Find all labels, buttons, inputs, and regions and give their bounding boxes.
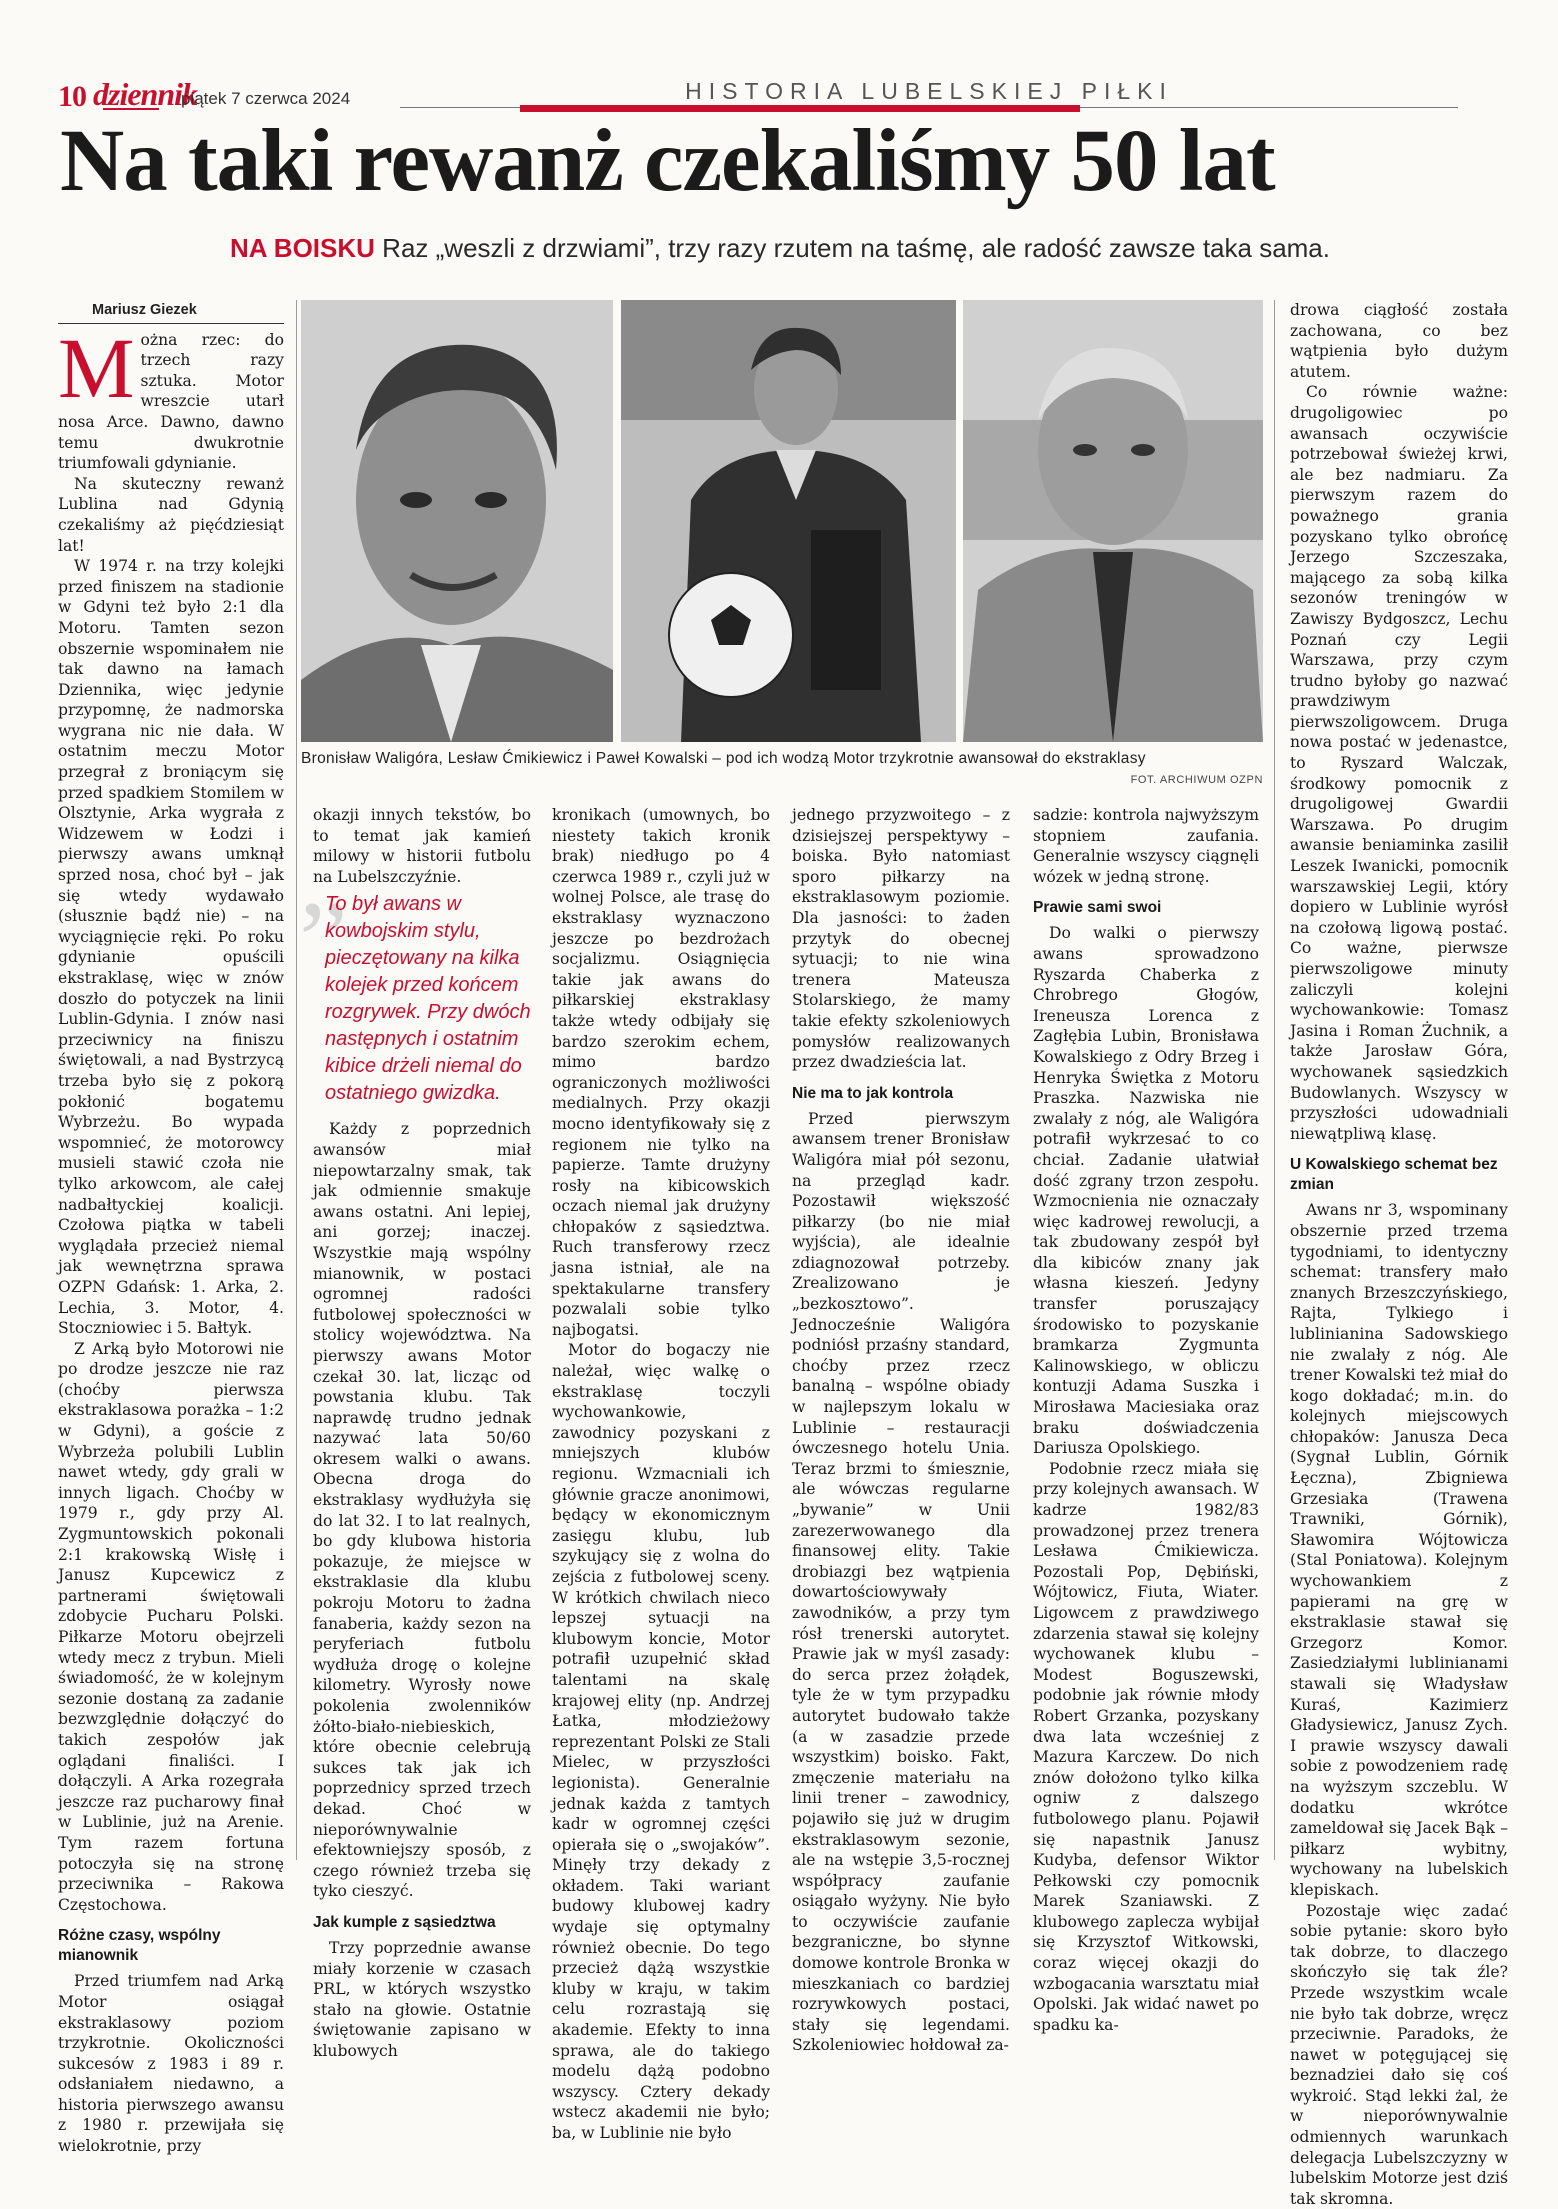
headline: Na taki rewanż czekaliśmy 50 lat bbox=[60, 112, 1275, 210]
page-number: 10 bbox=[58, 80, 86, 113]
column-rule bbox=[296, 300, 297, 1860]
section-name: HISTORIA LUBELSKIEJ PIŁKI bbox=[685, 78, 1173, 104]
column-2 bbox=[299, 805, 531, 2060]
paragraph: okazji innych tekstów, bo to temat jak kamień milowy w historii futbolu na Lubelszczyźnie. bbox=[313, 806, 531, 886]
paragraph: Podobnie rzecz miała się przy kolejnych awansach. W kadrze 1982/83 prowadzonej przez trenera Lesława Ćmikiewicza. Pozostali Pop, Dębiński, Wójtowicz, Fiuta, Wiater. Ligowcem z prawdziwego zdarzenia stawał się kolejny wychowanek klubu – Modest Boguszewski, podobnie jak równie młody Robert Grzanka, pozyskany dwa lata wcześniej z Mazura Karczew. Do nich znów dołożono tylko kilka ogniw z dalszego futbolowego planu. Pojawił się napastnik Janusz Kudyba, defensor Wiktor Pełkowski czy pomocnik Marek Szaniawski. Z klubowego zaplecza wybijał się Krzysztof Witkowski, coraz więcej okazji do wzbogacania warsztatu miał Opolski. Jak widać nawet po spadku ka- bbox=[1033, 1459, 1259, 2034]
subhead: Jak kumple z sąsiedztwa bbox=[313, 1913, 496, 1931]
portrait-3-image bbox=[963, 300, 1263, 742]
paragraph: Przed pierwszym awansem trener Bronisław Waligóra miał pół sezonu, na przegląd kadr. Pozostawił większość piłkarzy (bo nie miał wyjścia), ale idealnie zdiagnozował potrzeby. Zrealizowano je „bezkosztowo”. Jednocześnie Waligóra podniósł przaśny standard, choćby przez rzecz banalną – wspólne obiady w najlepszym lokalu w Lublinie – restauracji ówczesnego hotelu Unia. Teraz brzmi to śmiesznie, ale wówczas regularne „bywanie” w Unii zarezerwowanego dla finansowej elity. Takie drobiazgi bez wątpienia dowartościowywały zawodników, a przy tym rósł trenerski autorytet. Prawie jak w myśl zasady: do serca przez żołądek, tyle że w tym przypadku autorytet budowało także (a w zasadzie przede wszystkim) boisko. Fakt, zmęczenie materiału na linii trener – zawodnicy, pojawiło się już w drugim ekstraklasowym sezonie, ale na wstępie 3,5-rocznej współpracy zaufanie osiągało wyżyny. Nie było to oczywiście zaufanie bezgraniczne, bo słynne domowe kontrole Bronka w mieszkaniach co bardziej rozrywkowych postaci, stały się legendami. Szkoleniowiec hołdował za- bbox=[792, 1109, 1010, 2055]
portrait-2-image bbox=[621, 300, 956, 742]
column-4 bbox=[792, 805, 1010, 2055]
brand-logo: dziennik bbox=[93, 76, 198, 112]
column-3 bbox=[552, 805, 770, 2142]
paragraph: kronikach (umownych, bo niestety takich kronik brak) niedługo po 4 czerwca 1989 r., czyli już w wolnej Polsce, ale trasę do ekstraklasy wyznaczono jeszcze po bezdrożach socjalizmu. Osiągnięcia takie jak awans do piłkarskiej ekstraklasy także wtedy odbijały się bardzo szerokim echem, mimo bardzo ograniczonych możliwości medialnych. Przy okazji mocno identyfikowały się z regionem nie tylko na papierze. Tamte drużyny rosły na kibicowskich oczach niemal jak drużyny chłopaków z sąsiedztwa. Ruch transferowy rzecz jasna istniał, ale na spektakularne transfery pozwalali sobie tylko najbogatsi. bbox=[552, 806, 770, 1339]
paragraph: Na skuteczny rewanż Lublina nad Gdynią czekaliśmy aż pięćdziesiąt lat! bbox=[58, 474, 284, 555]
column-6 bbox=[1290, 300, 1508, 2208]
pull-quote bbox=[299, 879, 531, 1107]
photo-portrait-2 bbox=[621, 300, 956, 742]
paragraph: Do walki o pierwszy awans sprowadzono Ryszarda Chaberka z Chrobrego Głogów, Ireneusza Lorenca z Zagłębia Lubin, Bronisława Kowalskiego z Odry Brzeg i Henryka Świętka z Motoru Praszka. Nazwiska nie zwalały z nóg, ale Waligóra potrafił wykrzesać to co chciał. Zadanie ułatwiał dość zgrany trzon zespołu. Wzmocnienia nie oznaczały więc kadrowej rewolucji, a tak zbudowany zespół był dla kibiców znany jak własna kieszeń. Jedyny transfer poruszający środowisko to pozyskanie bramkarza Zygmunta Kalinowskiego, w obliczu kontuzji Adama Suszka i Mirosława Maciesiaka oraz braku doświadczenia Dariusza Opolskiego. bbox=[1033, 924, 1259, 1458]
photo-portrait-3 bbox=[963, 300, 1263, 742]
issue-date: piątek 7 czerwca 2024 bbox=[181, 89, 351, 108]
section-accent-bar bbox=[520, 105, 1080, 112]
kicker: NA BOISKU bbox=[230, 233, 375, 263]
column-5 bbox=[1033, 805, 1259, 2034]
paragraph: Trzy poprzednie awanse miały korzenie w czasach PRL, w których wszystko stało na głowie. Ostatnie świętowanie zapisano w klubowych bbox=[313, 1938, 531, 2060]
column-rule bbox=[1274, 300, 1275, 1860]
deck bbox=[60, 233, 1500, 264]
byline: Mariusz Giezek bbox=[58, 300, 284, 324]
drop-cap: M bbox=[58, 319, 135, 416]
photo-caption: Bronisław Waligóra, Lesław Ćmikiewicz i Paweł Kowalski – pod ich wodzą Motor trzykrotnie awansował do ekstraklasy bbox=[301, 750, 1146, 767]
paragraph: Pozostaje więc zadać sobie pytanie: skoro było tak dobrze, to dlaczego skończyło się tak źle? Przede wszystkim wcale nie było tak dobrze, wręcz przeciwnie. Paradoks, że nawet w potęgującej się beznadziei dało się coś wykroić. Stąd lekki żal, że w nieporównywalnie odmiennych warunkach delegacja Lubelszczyzny w lubelskim Motorze jest dziś tak skromna. bbox=[1290, 1901, 1508, 2208]
photo-credit: FOT. ARCHIWUM OZPN bbox=[1130, 774, 1263, 786]
paragraph: W 1974 r. na trzy kolejki przed finiszem na stadionie w Gdyni też było 2:1 dla Motoru. Tamten sezon obszernie wspominałem nie tak dawno na łamach Dziennika, więc jedynie przypomnę, że nadmorska wygrana nic nie dała. W ostatnim meczu Motor przegrał z broniącym się przed spadkiem Stomilem w Olsztynie, Arka wygrała z Widzewem w Łodzi i pierwszy awans umknął sprzed nosa, choć był – jak się wtedy wydawało (słusznie bądź nie) – na wyciągnięcie ręki. Po roku gdynianie opuścili ekstraklasę, więc w znów doszło do potyczek na linii Lublin-Gdynia. I znów nasi przeciwnicy na finiszu świętowali, a nad Bystrzycą trzeba było się z pokorą pokłonić bogatemu Wybrzeżu. Bo wypada wspomnieć, że motorowcy musieli stawić czoła nie tylko arkowcom, ale całej nadbałtyckiej koalicji. Czołowa piątka w tabeli wyglądała przecież niemal jak wewnętrzna sprawa OZPN Gdańsk: 1. Arka, 2. Lechia, 3. Motor, 4. Stoczniowiec i 5. Bałtyk. bbox=[58, 557, 284, 1338]
portrait-1-image bbox=[301, 300, 613, 742]
lead-text: ożna rzec: do trzech razy sztuka. Motor wreszcie utarł nosa Arce. Dawno, dawno temu dwukrotnie triumfowali gdynianie. bbox=[58, 330, 284, 473]
paragraph: Co równie ważne: drugoligowiec po awansach oczywiście potrzebował świeżej krwi, ale bez nadmiaru. Za pierwszym razem do poważnego grania pozyskano tylko obrońcę Jerzego Szczeszaka, mającego za sobą kilka sezonów treningów w Zawiszy Bydgoszcz, Lechu Poznań czy Legii Warszawa, przy czym trudno byłoby go nazwać prawdziwym pierwszoligowcem. Druga nowa postać w jedenastce, to Ryszard Walczak, środkowy pomocnik z drugoligowej Gwardii Warszawa. Po drugim awansie beniaminka zasilił Leszek Iwanicki, pomocnik warszawskiej Legii, który dopiero w Lublinie wyrósł na czołową ligową postać. Co ważne, pierwsze pierwszoligowe minuty zaliczyli kolejni wychowankowie: Tomasz Jasina i Roman Żuchnik, a także Jarosław Góra, wychowanek sąsiedzkich Budowlanych. Wszyscy w przyszłości udowadniali niewątpliwą klasę. bbox=[1290, 383, 1508, 1143]
paragraph: Z Arką było Motorowi nie po drodze jeszcze nie raz (choćby pierwsza ekstraklasowa porażka – 1:2 w Gdyni), a goście z Wybrzeża polubili Lublin nawet wtedy, gdy grali w innych ligach. Choćby w 1979 r., gdy przy Al. Zygmuntowskich pokonali 2:1 krakowską Wisłę i Janusz Kupcewicz z partnerami świętowali zdobycie Pucharu Polski. Piłkarze Motoru obejrzeli wtedy mecz z trybun. Mieli świadomość, że w kolejnym sezonie dostaną za zadanie bezwzględnie dołączyć do takich zespołów jak oglądani finaliści. I dołączyli. A Arka rozegrała jeszcze raz pucharowy finał w Lublinie, już na Arenie. Tym razem fortuna potoczyła się na stronę przeciwnika – Rakowa Częstochowa. bbox=[58, 1339, 284, 1914]
paragraph: Każdy z poprzednich awansów miał niepowtarzalny smak, tak jak odmiennie smakuje awans ostatni. Ani lepiej, ani gorzej; inaczej. Wszystkie mają wspólny mianownik, w postaci ogromnej radości futbolowej społeczności w stolicy województwa. Na pierwszy awans Motor czekał 30. lat, licząc od powstania klubu. Tak naprawdę trudno jednak nazywać lata 50/60 okresem walki o awans. Obecna droga do ekstraklasy wydłużyła się do lat 32. I to lat realnych, bo gdy klubowa historia pokazuje, że miejsce w ekstraklasie dla klubu pokroju Motoru to żadna fanaberia, każdy sezon na peryferiach futbolu wydłuża drogę o kolejne kilometry. Wyrosły nowe pokolenia zwolenników żółto-biało-niebieskich, które obecnie celebrują sukces tak jak ich poprzednicy sprzed trzech dekad. Choć w nieporównywalnie efektowniejszy sposób, z czego również trzeba się tyko cieszyć. bbox=[313, 1120, 531, 1901]
paragraph: Przed triumfem nad Arką Motor osiągał ekstraklasowy poziom trzykrotnie. Okoliczności sukcesów z 1983 i 89 r. odsłaniałem niedawno, a historia pierwszego awansu z 1980 r. przewijała się wielokrotnie, przy bbox=[58, 1972, 284, 2156]
paragraph: jednego przyzwoitego – z dzisiejszej perspektywy – boiska. Było natomiast sporo piłkarzy na ekstraklasowym poziomie. Dla jasności: to żaden przytyk do obecnej sytuacji; to nie wina trenera Mateusza Stolarskiego, że mamy takie efekty szkoleniowych pomysłów realizowanych przez dwadzieścia lat. bbox=[792, 806, 1010, 1072]
subhead: Nie ma to jak kontrola bbox=[792, 1084, 954, 1102]
paragraph: drowa ciągłość została zachowana, co bez wątpienia było dużym atutem. bbox=[1290, 301, 1508, 381]
column-1 bbox=[58, 300, 284, 2156]
paragraph: sadzie: kontrola najwyższym stopniem zaufania. Generalnie wszyscy ciągnęli wózek w jedną stronę. bbox=[1033, 806, 1259, 886]
deck-text: Raz „weszli z drzwiami”, trzy razy rzutem na taśmę, ale radość zawsze taka sama. bbox=[382, 233, 1330, 263]
pull-quote-text: To był awans w kowbojskim stylu, pieczętowany na kilka kolejek przed końcem rozgrywek. Przy dwóch następnych i ostatnim kibice drżeli niemal do ostatniego gwizdka. bbox=[325, 893, 531, 1105]
lead-paragraph bbox=[58, 319, 284, 474]
subhead: Prawie sami swoi bbox=[1033, 899, 1162, 917]
paragraph: Motor do bogaczy nie należał, więc walkę o ekstraklasę toczyli wychowankowie, zawodnicy pozyskani z mniejszych klubów regionu. Wzmacniali ich głównie gracze anonimowi, będący w ekonomicznym zasięgu klubu, lub szykujący się z wolna do zejścia z futbolowej sceny. W krótkich chwilach nieco lepszej sytuacji na klubowym koncie, Motor potrafił uzupełnić skład talentami na skalę krajowej elity (np. Andrzej Łatka, młodzieżowy reprezentant Polski ze Stali Mielec, w przyszłości legionista). Generalnie jednak każda z tamtych kadr w ogromnej części opierała się o „swojaków”. Minęły trzy dekady z okładem. Taki wariant budowy klubowej kadry wydaje się optymalny również obecnie. Do tego przecież dążą wszystkie kluby w kraju, w takim celu rozrastają się akademie. Efekty to inna sprawa, ale do takiego modelu dążą podobno wszyscy. Cztery dekady wstecz akademii nie było; ba, w Lublinie nie było bbox=[552, 1341, 770, 2142]
paragraph: Awans nr 3, wspominany obszernie przed trzema tygodniami, to identyczny schemat: transfery mało znanych Brzeszczyńskiego, Rajta, Tylkiego i lublinianina Sadowskiego nie zwalały z nóg. Ale trener Kowalski też miał do kogo dokładać; m.in. do kolejnych miejscowych chłopaków: Janusza Deca (Sygnał Lublin, Górnik Łęczna), Zbigniewa Grzesiaka (Trawena Trawniki, Górnik), Sławomira Wójtowicza (Stal Poniatowa). Kolejnym wychowankiem z papierami na grę w ekstraklasie stawał się Grzegorz Komor. Zasiedziałymi lublinianami stawali się Władysław Kuraś, Kazimierz Gładysiewicz, Janusz Zych. I prawie wszyscy dawali sobie z powodzeniem radę na wyższym szczeblu. W dodatku wkrótce zameldował się Jacek Bąk – piłkarz wybitny, wychowany na lubelskich klepiskach. bbox=[1290, 1201, 1508, 1899]
quote-mark-icon: ” bbox=[299, 879, 348, 1002]
photo-portrait-1 bbox=[301, 300, 613, 742]
subhead: Różne czasy, wspólny mianownik bbox=[58, 1927, 221, 1965]
subhead: U Kowalskiego schemat bez zmian bbox=[1290, 1156, 1498, 1194]
